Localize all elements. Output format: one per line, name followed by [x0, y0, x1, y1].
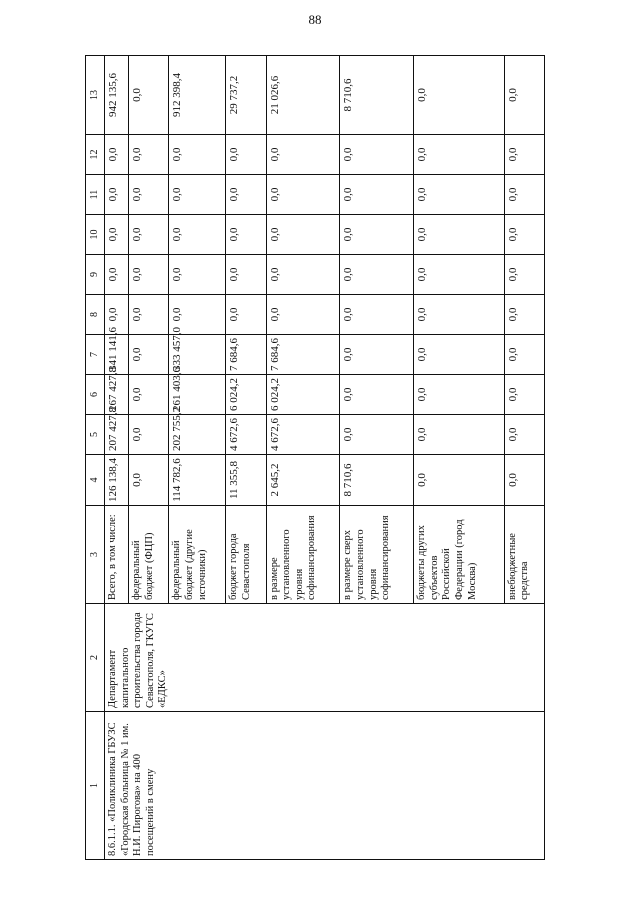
value-cell: 0,0 — [504, 335, 544, 375]
value-cell: 0,0 — [504, 215, 544, 255]
value-cell: 0,0 — [414, 455, 505, 506]
total-cell: 942 135,6 — [105, 56, 129, 135]
value-cell: 0,0 — [129, 375, 169, 415]
column-number: 7 — [86, 335, 105, 375]
value-cell: 267 427,8 — [105, 375, 129, 415]
value-cell: 0,0 — [504, 455, 544, 506]
total-cell: 912 398,4 — [169, 56, 226, 135]
value-cell: 0,0 — [129, 255, 169, 295]
value-cell: 0,0 — [105, 175, 129, 215]
column-number: 2 — [86, 604, 105, 712]
total-cell: 21 026,6 — [266, 56, 340, 135]
value-cell: 0,0 — [226, 295, 266, 335]
value-cell: 0,0 — [414, 375, 505, 415]
value-cell: 333 457,0 — [169, 335, 226, 375]
funding-source-cell: в размере сверх установленного уровня софинансирования — [340, 506, 414, 604]
value-cell: 0,0 — [129, 455, 169, 506]
value-cell: 4 672,6 — [226, 415, 266, 455]
column-number: 10 — [86, 215, 105, 255]
value-cell: 207 427,8 — [105, 415, 129, 455]
value-cell: 4 672,6 — [266, 415, 340, 455]
funding-source-cell: бюджеты других субъектов Российской Федерации (город Москва) — [414, 506, 505, 604]
column-number: 4 — [86, 455, 105, 506]
value-cell: 0,0 — [340, 135, 414, 175]
funding-source-cell: федеральный бюджет (ФЦП) — [129, 506, 169, 604]
column-number-row — [86, 56, 105, 860]
value-cell: 0,0 — [129, 335, 169, 375]
value-cell: 0,0 — [340, 295, 414, 335]
value-cell: 0,0 — [226, 135, 266, 175]
value-cell: 0,0 — [414, 175, 505, 215]
column-number: 13 — [86, 56, 105, 135]
value-cell: 0,0 — [226, 215, 266, 255]
value-cell: 0,0 — [414, 135, 505, 175]
object-name-cell: 8.6.1.1. «Поликлиника ГБУЗС «Городская больница № 1 им. Н.И. Пирогова» на 400 посещений в смену — [105, 712, 545, 860]
page-number: 88 — [308, 12, 322, 27]
value-cell: 0,0 — [169, 295, 226, 335]
value-cell: 11 355,8 — [226, 455, 266, 506]
total-cell: 29 737,2 — [226, 56, 266, 135]
funding-source-cell: федеральный бюджет (другие источники) — [169, 506, 226, 604]
value-cell: 0,0 — [340, 215, 414, 255]
value-cell: 0,0 — [129, 175, 169, 215]
value-cell: 0,0 — [105, 255, 129, 295]
value-cell: 0,0 — [414, 335, 505, 375]
value-cell: 0,0 — [169, 215, 226, 255]
value-cell: 7 684,6 — [266, 335, 340, 375]
total-cell: 0,0 — [414, 56, 505, 135]
value-cell: 0,0 — [340, 175, 414, 215]
value-cell: 0,0 — [226, 255, 266, 295]
value-cell: 0,0 — [266, 175, 340, 215]
value-cell: 261 403,6 — [169, 375, 226, 415]
value-cell: 0,0 — [105, 135, 129, 175]
value-cell: 0,0 — [105, 295, 129, 335]
column-number: 5 — [86, 415, 105, 455]
column-number: 9 — [86, 255, 105, 295]
total-cell: 0,0 — [504, 56, 544, 135]
total-cell: 8 710,6 — [340, 56, 414, 135]
value-cell: 0,0 — [414, 215, 505, 255]
value-cell: 0,0 — [340, 335, 414, 375]
column-number: 1 — [86, 712, 105, 860]
column-number: 11 — [86, 175, 105, 215]
funding-source-cell: внебюджетные средства — [504, 506, 544, 604]
value-cell: 0,0 — [226, 175, 266, 215]
value-cell: 0,0 — [340, 415, 414, 455]
value-cell: 0,0 — [504, 375, 544, 415]
value-cell: 7 684,6 — [226, 335, 266, 375]
value-cell: 0,0 — [169, 135, 226, 175]
value-cell: 341 141,6 — [105, 335, 129, 375]
value-cell: 0,0 — [340, 375, 414, 415]
value-cell: 0,0 — [169, 175, 226, 215]
value-cell: 0,0 — [504, 415, 544, 455]
total-cell: 0,0 — [129, 56, 169, 135]
value-cell: 0,0 — [105, 215, 129, 255]
column-number: 12 — [86, 135, 105, 175]
table-row — [105, 56, 129, 860]
funding-source-cell: Всего, в том числе: — [105, 506, 129, 604]
value-cell: 0,0 — [266, 135, 340, 175]
value-cell: 202 755,2 — [169, 415, 226, 455]
financing-table — [85, 55, 545, 860]
value-cell: 0,0 — [340, 255, 414, 295]
value-cell: 0,0 — [414, 255, 505, 295]
value-cell: 6 024,2 — [266, 375, 340, 415]
value-cell: 114 782,6 — [169, 455, 226, 506]
column-number: 3 — [86, 506, 105, 604]
value-cell: 8 710,6 — [340, 455, 414, 506]
customer-cell: Департамент капитального строительства города Севастополя, ГКУГС «ЕДКС» — [105, 604, 545, 712]
value-cell: 0,0 — [414, 415, 505, 455]
value-cell: 0,0 — [414, 295, 505, 335]
value-cell: 0,0 — [129, 295, 169, 335]
value-cell: 0,0 — [266, 255, 340, 295]
value-cell: 0,0 — [266, 295, 340, 335]
value-cell: 0,0 — [129, 215, 169, 255]
funding-source-cell: в размере установленного уровня софинансирования — [266, 506, 340, 604]
value-cell: 0,0 — [129, 415, 169, 455]
value-cell: 126 138,4 — [105, 455, 129, 506]
value-cell: 0,0 — [169, 255, 226, 295]
value-cell: 6 024,2 — [226, 375, 266, 415]
value-cell: 0,0 — [504, 295, 544, 335]
column-number: 8 — [86, 295, 105, 335]
rotated-table-container — [85, 56, 545, 860]
value-cell: 0,0 — [266, 215, 340, 255]
value-cell: 0,0 — [504, 135, 544, 175]
value-cell: 0,0 — [129, 135, 169, 175]
column-number: 6 — [86, 375, 105, 415]
value-cell: 0,0 — [504, 175, 544, 215]
value-cell: 2 645,2 — [266, 455, 340, 506]
value-cell: 0,0 — [504, 255, 544, 295]
funding-source-cell: бюджет города Севастополя — [226, 506, 266, 604]
